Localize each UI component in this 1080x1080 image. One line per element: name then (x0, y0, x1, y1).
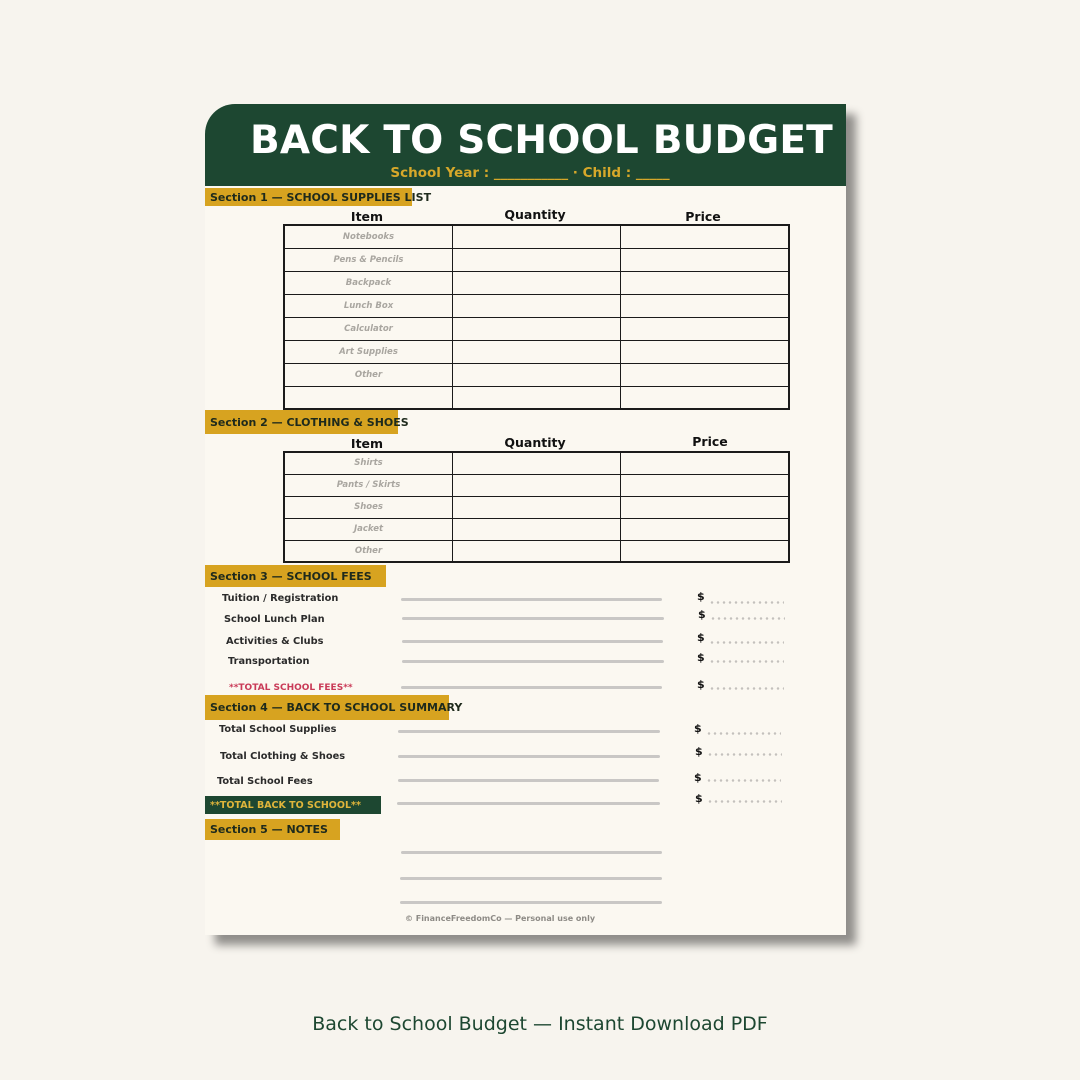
summary-line-clothing[interactable] (398, 755, 660, 758)
section1-col-item: Item (350, 209, 384, 224)
sheet-subtitle: School Year : ___________ · Child : _____ (390, 165, 670, 181)
section4-label: Section 4 — BACK TO SCHOOL SUMMARY (205, 695, 449, 720)
fee-dollar-transport: $ (697, 651, 705, 664)
notes-line[interactable] (401, 851, 662, 854)
section2-col-quantity: Quantity (504, 435, 566, 450)
total-back-to-school-label: **TOTAL BACK TO SCHOOL** (205, 796, 381, 814)
section2-col-item: Item (350, 436, 384, 451)
quantity-cell[interactable] (453, 340, 621, 363)
total-school-fees-label: **TOTAL SCHOOL FEES** (229, 683, 353, 693)
summary-line-fees[interactable] (398, 779, 659, 782)
quantity-cell[interactable] (453, 452, 621, 474)
item-cell: Pants / Skirts (284, 474, 453, 496)
table-row (284, 540, 789, 562)
total-back-to-school-dollar: $ (695, 792, 703, 805)
fee-label-lunch: School Lunch Plan (224, 614, 325, 625)
summary-label-supplies: Total School Supplies (219, 724, 337, 735)
quantity-cell[interactable] (453, 225, 621, 248)
table-row (284, 271, 789, 294)
item-cell: Jacket (284, 518, 453, 540)
summary-dollar-fees: $ (694, 771, 702, 784)
item-cell: Backpack (284, 271, 453, 294)
fee-dollar-tuition: $ (697, 590, 705, 603)
sheet-footer: © FinanceFreedomCo — Personal use only (404, 914, 596, 923)
item-cell: Art Supplies (284, 340, 453, 363)
table-row (284, 474, 789, 496)
quantity-cell[interactable] (453, 540, 621, 562)
notes-line[interactable] (400, 877, 662, 880)
fee-line-lunch[interactable] (402, 617, 664, 620)
budget-sheet (205, 104, 846, 935)
price-cell[interactable] (621, 340, 790, 363)
price-cell[interactable] (621, 225, 790, 248)
fee-line-activities[interactable] (402, 640, 663, 643)
section1-col-price: Price (685, 209, 721, 224)
quantity-cell[interactable] (453, 294, 621, 317)
clothing-table (283, 451, 790, 563)
table-row (284, 340, 789, 363)
table-row (284, 518, 789, 540)
summary-dollar-clothing: $ (695, 745, 703, 758)
price-cell[interactable] (621, 248, 790, 271)
price-cell[interactable] (621, 474, 790, 496)
quantity-cell[interactable] (453, 386, 621, 409)
section2-label: Section 2 — CLOTHING & SHOES (205, 410, 398, 434)
table-row (284, 386, 789, 409)
price-cell[interactable] (621, 518, 790, 540)
quantity-cell[interactable] (453, 248, 621, 271)
summary-line-supplies[interactable] (398, 730, 660, 733)
summary-amount-clothing[interactable] (707, 753, 782, 756)
table-row (284, 452, 789, 474)
quantity-cell[interactable] (453, 518, 621, 540)
summary-amount-fees[interactable] (706, 779, 781, 782)
quantity-cell[interactable] (453, 317, 621, 340)
price-cell[interactable] (621, 271, 790, 294)
price-cell[interactable] (621, 496, 790, 518)
quantity-cell[interactable] (453, 496, 621, 518)
summary-dollar-supplies: $ (694, 722, 702, 735)
section5-label: Section 5 — NOTES (205, 819, 340, 840)
section1-col-quantity: Quantity (504, 207, 566, 222)
price-cell[interactable] (621, 294, 790, 317)
quantity-cell[interactable] (453, 363, 621, 386)
fee-dollar-lunch: $ (698, 608, 706, 621)
summary-label-clothing: Total Clothing & Shoes (220, 751, 346, 762)
total-back-to-school-amount[interactable] (707, 800, 782, 803)
total-school-fees-amount[interactable] (709, 687, 784, 690)
fee-amount-activities[interactable] (709, 641, 784, 644)
section3-label: Section 3 — SCHOOL FEES (205, 565, 386, 587)
table-row (284, 363, 789, 386)
total-school-fees-dollar: $ (697, 678, 705, 691)
price-cell[interactable] (621, 452, 790, 474)
table-row (284, 496, 789, 518)
item-cell: Pens & Pencils (284, 248, 453, 271)
item-cell: Lunch Box (284, 294, 453, 317)
price-cell[interactable] (621, 386, 790, 409)
fee-label-transport: Transportation (228, 656, 310, 667)
table-row (284, 225, 789, 248)
item-cell: Calculator (284, 317, 453, 340)
section1-label: Section 1 — SCHOOL SUPPLIES LIST (205, 188, 412, 206)
total-school-fees-line[interactable] (401, 686, 662, 689)
table-row (284, 248, 789, 271)
notes-line[interactable] (400, 901, 662, 904)
summary-label-fees: Total School Fees (217, 776, 313, 787)
summary-amount-supplies[interactable] (706, 732, 781, 735)
quantity-cell[interactable] (453, 474, 621, 496)
fee-label-tuition: Tuition / Registration (222, 593, 339, 604)
fee-amount-transport[interactable] (709, 660, 784, 663)
fee-amount-tuition[interactable] (709, 601, 784, 604)
item-cell: Shoes (284, 496, 453, 518)
section2-col-price: Price (692, 434, 728, 449)
item-cell: Shirts (284, 452, 453, 474)
quantity-cell[interactable] (453, 271, 621, 294)
price-cell[interactable] (621, 317, 790, 340)
price-cell[interactable] (621, 363, 790, 386)
fee-line-transport[interactable] (402, 660, 664, 663)
table-row (284, 294, 789, 317)
product-caption: Back to School Budget — Instant Download PDF (312, 1013, 768, 1035)
item-cell: Other (284, 363, 453, 386)
table-row (284, 317, 789, 340)
fee-line-tuition[interactable] (401, 598, 662, 601)
item-cell: Other (284, 540, 453, 562)
item-cell[interactable] (284, 386, 453, 409)
fee-label-activities: Activities & Clubs (226, 636, 324, 647)
supplies-table (283, 224, 790, 410)
item-cell: Notebooks (284, 225, 453, 248)
price-cell[interactable] (621, 540, 790, 562)
sheet-header (205, 104, 846, 186)
sheet-title: BACK TO SCHOOL BUDGET (250, 118, 833, 163)
fee-amount-lunch[interactable] (710, 617, 785, 620)
fee-dollar-activities: $ (697, 631, 705, 644)
total-back-to-school-line[interactable] (397, 802, 660, 805)
